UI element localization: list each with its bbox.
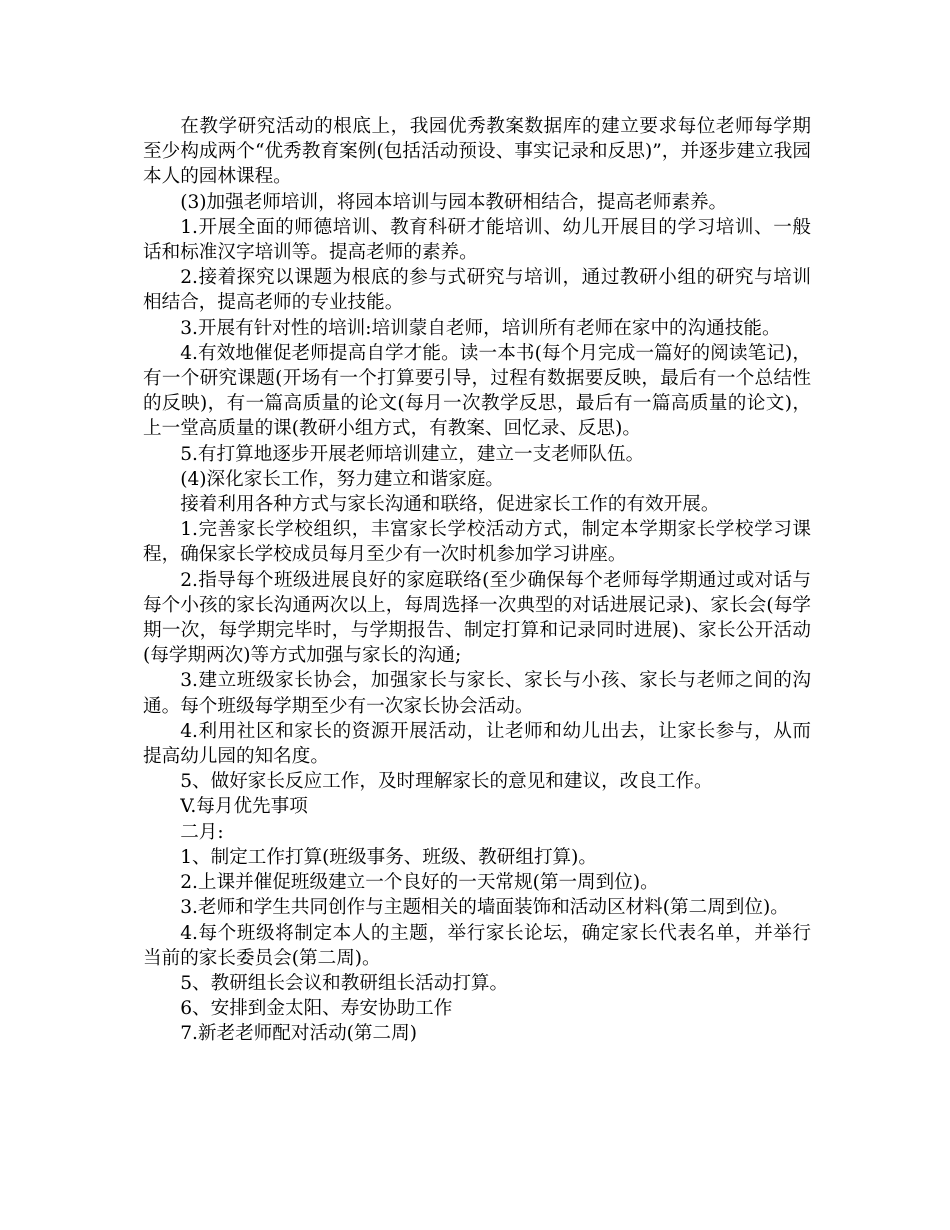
paragraph-parent-item-1: 1.完善家长学校组织，丰富家长学校活动方式，制定本学期家长学校学习课程，确保家长学校成员每月至少有一次时机参加学习讲座。 — [143, 519, 811, 566]
paragraph-parent-item-2: 2.指导每个班级进展良好的家庭联络(至少确保每个老师每学期通过或对话与每个小孩的家长沟通两次以上，每周选择一次典型的对话进展记录)、家长会(每学期一次，每学期完毕时，与学期报告、制定打算和记录同时进展)、家长公开活动(每学期两次)等方式加强与家长的沟通; — [143, 569, 811, 667]
heading-teacher-training: (3)加强老师培训，将园本培训与园本教研相结合，提高老师素养。 — [180, 191, 728, 213]
paragraph-february-item-3: 3.老师和学生共同创作与主题相关的墙面装饰和活动区材料(第二周到位)。 — [180, 897, 789, 919]
heading-parent-work: (4)深化家长工作，努力建立和谐家庭。 — [180, 468, 505, 490]
paragraph-february-item-6: 6、安排到金太阳、寿安协助工作 — [180, 998, 453, 1020]
heading-monthly-priorities: V.每月优先事项 — [180, 796, 308, 818]
paragraph-february-item-5: 5、教研组长会议和教研组长活动打算。 — [180, 972, 509, 994]
paragraph-february-item-2: 2.上课并催促班级建立一个良好的一天常规(第一周到位)。 — [180, 872, 659, 894]
paragraph-parent-item-4: 4.利用社区和家长的资源开展活动，让老师和幼儿出去，让家长参与，从而提高幼儿园的知名度。 — [143, 720, 811, 768]
paragraph-excellent-cases: 在教学研究活动的根底上，我园优秀教案数据库的建立要求每位老师每学期至少构成两个“优秀教育案例(包括活动预设、事实记录和反思)”，并逐步建立我园本人的园林课程。 — [143, 116, 811, 188]
paragraph-february-item-4: 4.每个班级将制定本人的主题，举行家长论坛，确定家长代表名单，并举行当前的家长委员会(第二周)。 — [143, 922, 811, 969]
paragraph-parent-intro: 接着利用各种方式与家长沟通和联络，促进家长工作的有效开展。 — [180, 494, 720, 516]
paragraph-february-item-1: 1、制定工作打算(班级事务、班级、教研组打算)。 — [180, 846, 597, 868]
document-body — [143, 114, 811, 1047]
paragraph-training-item-3: 3.开展有针对性的培训:培训蒙自老师，培训所有老师在家中的沟通技能。 — [180, 317, 781, 339]
paragraph-parent-item-3: 3.建立班级家长协会，加强家长与家长、家长与小孩、家长与老师之间的沟通。每个班级每学期至少有一次家长协会活动。 — [143, 670, 811, 717]
heading-february: 二月: — [180, 821, 224, 843]
paragraph-training-item-5: 5.有打算地逐步开展老师培训建立，建立一支老师队伍。 — [180, 443, 645, 465]
paragraph-february-item-7: 7.新老老师配对活动(第二周) — [180, 1023, 417, 1045]
paragraph-parent-item-5: 5、做好家长反应工作，及时理解家长的意见和建议，改良工作。 — [180, 771, 713, 793]
paragraph-training-item-4: 4.有效地催促老师提高自学才能。读一本书(每个月完成一篇好的阅读笔记)，有一个研究课题(开场有一个打算要引导，过程有数据要反映，最后有一个总结性的反映)，有一篇高质量的论文(每月一次教学反思，最后有一篇高质量的论文)，上一堂高质量的课(教研小组方式，有教案、回忆录、反思)。 — [143, 342, 811, 440]
paragraph-training-item-2: 2.接着探究以课题为根底的参与式研究与培训，通过教研小组的研究与培训相结合，提高老师的专业技能。 — [143, 267, 811, 314]
paragraph-training-item-1: 1.开展全面的师德培训、教育科研才能培训、幼儿开展目的学习培训、一般话和标准汉字培训等。提高老师的素养。 — [143, 216, 811, 264]
